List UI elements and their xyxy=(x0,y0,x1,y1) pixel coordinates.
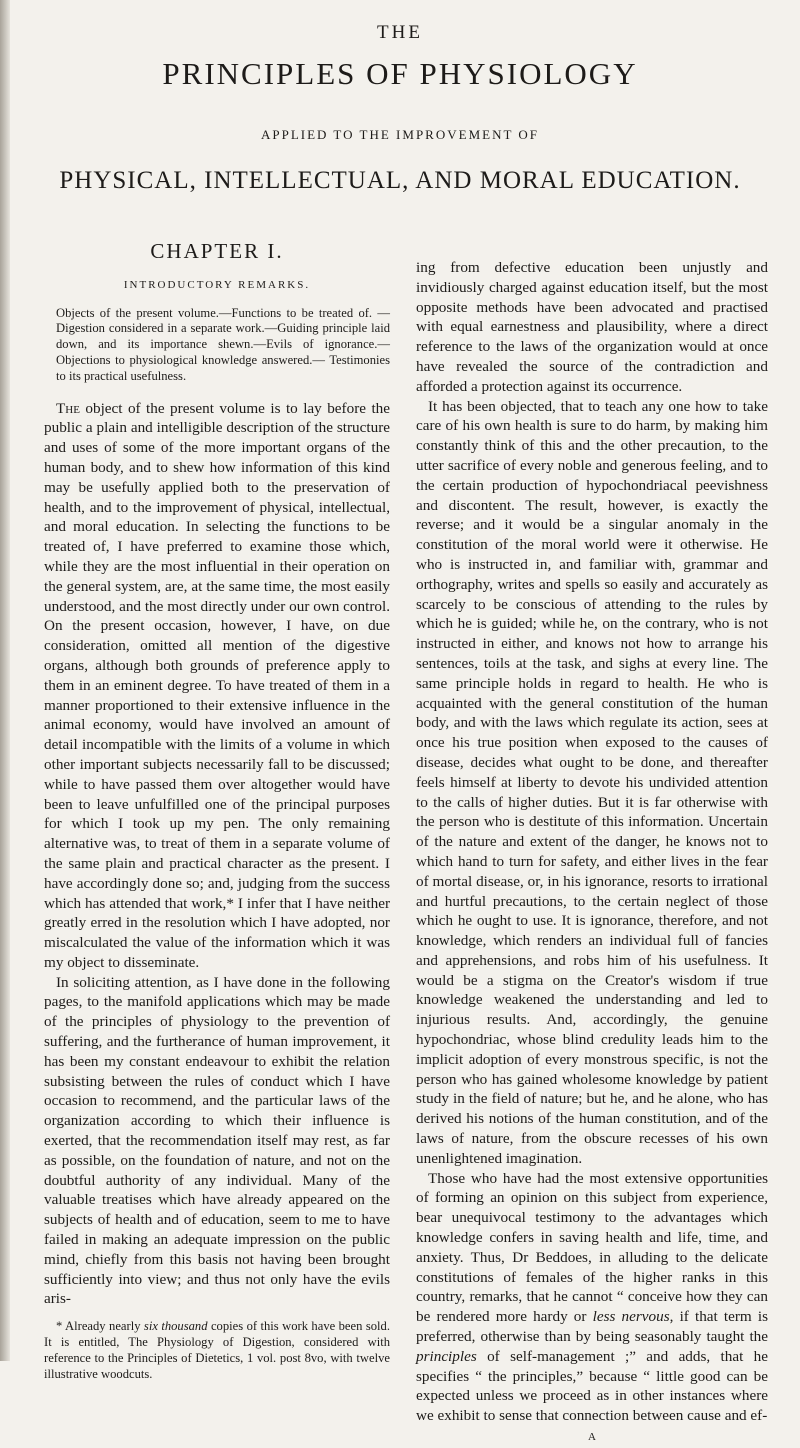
paragraph-text: of self-management ;” and adds, that he specifies “ the principles,” because “ little good can be expected unless we proceed as in other instances where we exhibit to sense that connection between cause and ef- xyxy=(416,1347,768,1425)
book-subtitle: PHYSICAL, INTELLECTUAL, AND MORAL EDUCATION. xyxy=(59,167,741,194)
footnote-text: copies of this work have been sold. It is entitled, The Physiology of Digestion, considered with reference to the Principles of Dietetics, 1 vol. post 8vo, with twelve illustrative woodcuts. xyxy=(44,1319,390,1381)
paragraph-text: Those who have had the most extensive opportunities of forming an opinion on this subject from experience, bear unequivocal testimony to the advantages which knowledge confers in saving health and life, time, and anxiety. Thus, Dr Beddoes, in alluding to the delicate constitutions of females of the higher ranks in this country, remarks, that he cannot “ conceive how they can be rendered more hardy or xyxy=(416,1169,768,1326)
signature-mark: A xyxy=(588,1431,596,1444)
right-column xyxy=(416,258,768,1448)
footnote xyxy=(44,1319,390,1382)
paragraph: It has been objected, that to teach any one how to take care of his own health is sure to do harm, by making him constantly think of this and the other precaution, to the utter sacrifice of every noble and generous feeling, and to the certain production of hypochondriacal peevishness and discontent. The result, however, is exactly the reverse; and it would be a singular anomaly in the constitution of the moral world were it otherwise. He who is instructed in, and familiar with, grammar and orthography, writes and spells so easily and accurately as scarcely to be conscious of attending to the rules by which he is guided; while he, on the contrary, who is not instructed in either, and knows not how to arrange his sentences, toils at the task, and sighs at every line. The same principle holds in regard to health. He who is acquainted with the general constitution of the human body, and with the laws which regulate its action, sees at once his true position when exposed to the causes of disease, decides what ought to be done, and thereafter feels himself at liberty to devote his undivided attention to the calls of higher duties. But it is far otherwise with the person who is destitute of this information. Uncertain of the nature and extent of the danger, he knows not to which hand to turn for safety, and either lives in the fear of mortal disease, or, in his ignorance, resorts to irrational and hurtful precautions, to the certain neglect of those which he ought to use. It is ignorance, therefore, and not knowledge, which renders an individual full of fancies and apprehensions, and robs him of his usefulness. It would be a stigma on the Creator's wisdom if true knowledge weakened the understanding and led to injurious results. And, accordingly, the genuine hypochondriac, whose blind credulity leads him to the implicit adoption of every monstrous specific, is not the person who has gained wholesome knowledge by patient study in the field of nature; but he, and he alone, who has derived his notions of the human constitution, and of the laws of nature, from the obscure recesses of his own unenlightened imagination. xyxy=(416,397,768,1167)
chapter-heading: CHAPTER I. xyxy=(150,239,284,263)
chapter-subheading: INTRODUCTORY REMARKS. xyxy=(123,278,311,291)
footnote-emphasis: six thousand xyxy=(143,1319,208,1334)
chapter-synopsis: Objects of the present volume.—Functions to be treated of. —Digestion considered in a separate work.—Guiding principle laid down, and its importance shewn.—Evils of ignorance.—Objections to physiological knowledge answered.— Testimonies to its practical usefulness. xyxy=(56,305,390,383)
paragraph-lead-word: The xyxy=(56,399,80,417)
title-article: THE xyxy=(377,22,423,43)
page-gutter-shadow xyxy=(0,0,10,1361)
book-title: PRINCIPLES OF PHYSIOLOGY xyxy=(162,56,638,91)
paragraph xyxy=(416,1169,768,1426)
paragraph-text: , if that term is preferred, otherwise than by being seasonably taught the xyxy=(416,1308,769,1346)
paragraph-emphasis: principles xyxy=(416,1347,477,1365)
paragraph: ing from defective education been unjustly and invidiously charged against education itself, but the most opposite methods have been advocated and practised with equal earnestness and plausibility, where a direct reference to the laws of the organization would at once have revealed the source of the contradiction and afforded a protection against its occurrence. xyxy=(416,259,768,395)
paragraph xyxy=(44,399,390,973)
paragraph-emphasis: less nervous xyxy=(592,1308,670,1326)
footnote-text: * Already nearly xyxy=(56,1319,144,1334)
paragraph-text: object of the present volume is to lay before the public a plain and intelligible description of the structure and uses of some of the more important organs of the human body, and to shew how information of this kind may be usefully applied both to the preservation of health, and to the improvement of physical, intellectual, and moral education. In selecting the functions to be treated of, I have preferred to examine those which, while they are the most influential in their operation on the general system, are, at the same time, the most easily understood, and the most directly under our own control. On the present occasion, however, I have, on due consideration, omitted all mention of the digestive organs, although both grounds of preference apply to them in an eminent degree. To have treated of them in a manner proportioned to their extensive influence in the animal economy, would have involved an amount of detail incompatible with the limits of a volume in which other important subjects necessarily fall to be discussed; while to have passed them over altogether would have been to leave unfulfilled one of the principal purposes for which I took up my pen. The only remaining alternative was, to treat of them in a separate volume of the same plain and practical character as the present. I have accordingly done so; and, judging from the success which has attended that work,* I infer that I have neither greatly erred in the resolution which I have adopted, nor miscalculated the value of the information which it was my object to disseminate. xyxy=(44,399,390,971)
title-connector: APPLIED TO THE IMPROVEMENT OF xyxy=(260,127,540,142)
paragraph: In soliciting attention, as I have done in the following pages, to the manifold applications which may be made of the principles of physiology to the prevention of suffering, and the furtherance of human improvement, it has been my constant endeavour to exhibit the relation subsisting between the rules of conduct which I have occasion to recommend, and the particular laws of the organization according to which their influence is exerted, that the recommendation itself may rest, as far as possible, on the foundation of nature, and not on the doubtful authority of any individual. Many of the valuable treatises which have already appeared on the subjects of health and of education, seem to me to have failed in making an adequate impression on the public mind, chiefly from this basis not having been brought sufficiently into view; and thus not only have the evils aris- xyxy=(44,973,390,1308)
left-column xyxy=(44,239,390,1395)
